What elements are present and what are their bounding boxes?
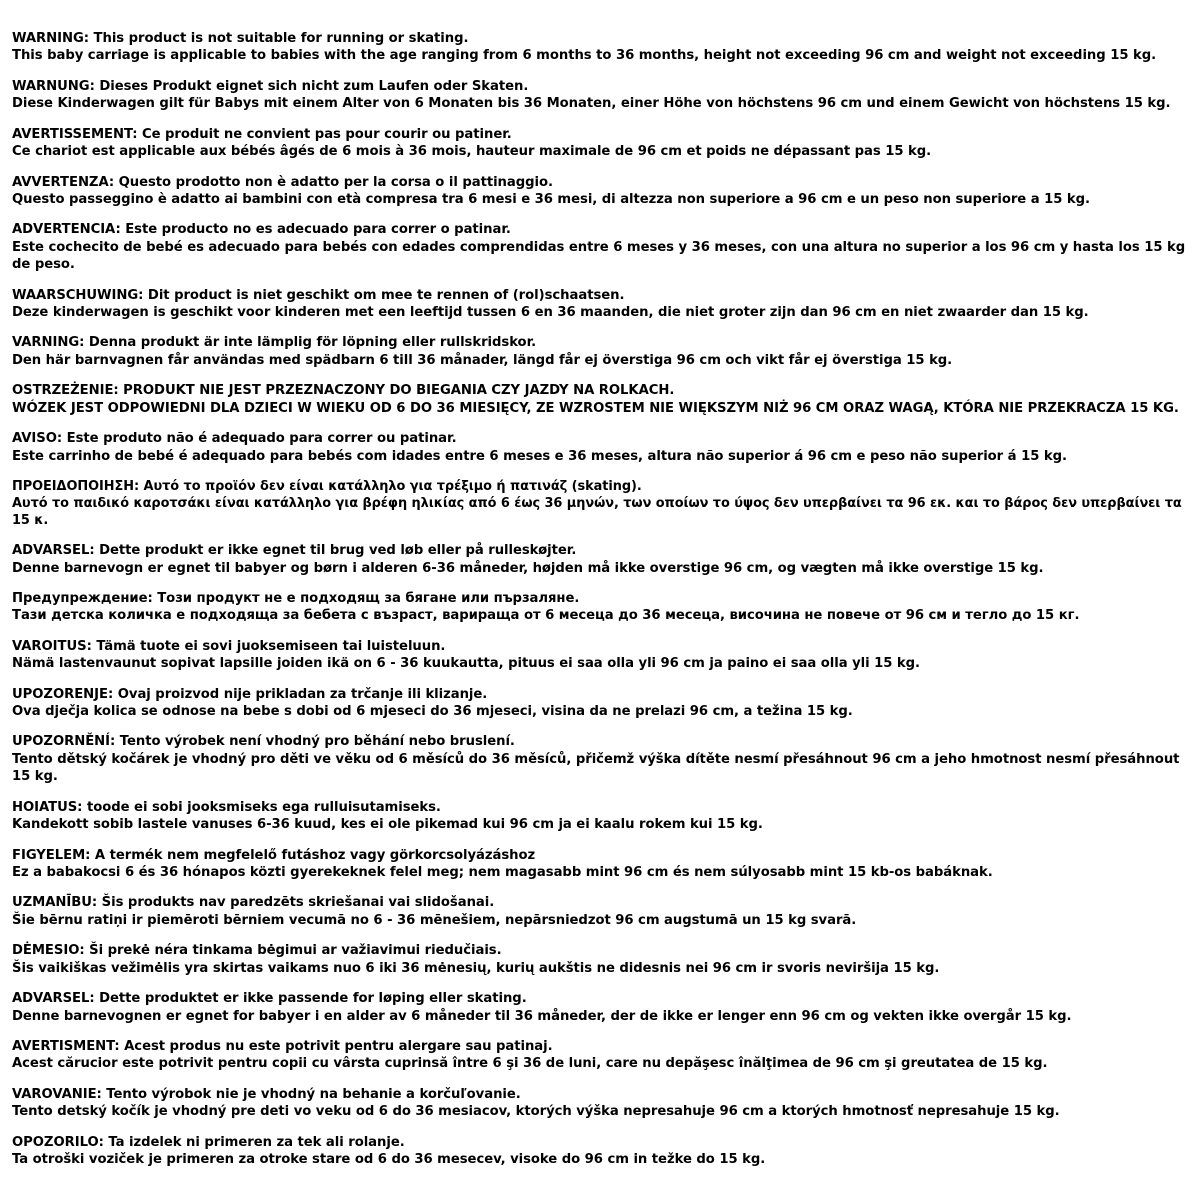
warning-detail: Αυτό το παιδικό καροτσάκι είναι κατάλληλο για βρέφη ηλικίας από 6 έως 36 μηνών, των οποίων το ύψος δεν υπερβαίνει τα 96 εκ. και το βάρος δεν υπερβαίνει τα 15 κ. (12, 496, 1187, 529)
warning-block (12, 382, 1188, 417)
warning-headline: WARNUNG: Dieses Produkt eignet sich nicht zum Laufen oder Skaten. (12, 78, 529, 94)
warning-detail: Ce chariot est applicable aux bébés âgés de 6 mois à 36 mois, hauteur maximale de 96 cm et poids ne dépassant pas 15 kg. (12, 144, 932, 160)
warning-detail: Šis vaikiškas vežimėlis yra skirtas vaikams nuo 6 iki 36 mėnesių, kurių aukštis ne didesnis nei 96 cm ir svoris neviršija 15 kg. (12, 960, 940, 976)
warning-block (12, 686, 1188, 721)
warning-detail: Kandekott sobib lastele vanuses 6-36 kuud, kes ei ole pikemad kui 96 cm ja ei kaalu rokem kui 15 kg. (12, 817, 763, 833)
warning-headline: VAROVANIE: Tento výrobok nie je vhodný na behanie a korčuľovanie. (12, 1086, 521, 1102)
warning-block (12, 478, 1188, 529)
warning-detail: Ta otroški voziček je primeren za otroke stare od 6 do 36 mesecev, visoke do 96 cm in težke do 15 kg. (12, 1152, 766, 1168)
warning-detail: Ez a babakocsi 6 és 36 hónapos közti gyerekeknek felel meg; nem magasabb mint 96 cm és nem súlyosabb mint 15 kb-os babáknak. (12, 865, 993, 881)
warning-detail: Este cochecito de bebé es adecuado para bebés con edades comprendidas entre 6 meses y 36 meses, con una altura no superior a los 96 cm y hasta los 15 kg de peso. (12, 239, 1190, 273)
warning-detail: This baby carriage is applicable to babies with the age ranging from 6 months to 36 months, height not exceeding 96 cm and weight not exceeding 15 kg. (12, 48, 1157, 64)
warning-headline: ADVARSEL: Dette produkt er ikke egnet til brug ved løb eller på rulleskøjter. (12, 543, 577, 559)
warning-block (12, 430, 1188, 465)
warning-headline: HOIATUS: toode ei sobi jooksmiseks ega rulluisutamiseks. (12, 799, 441, 815)
warning-headline: ΠΡΟΕΙΔΟΠΟΙΗΣΗ: Αυτό το προϊόν δεν είναι κατάλληλο για τρέξιμο ή πατινάζ (skating). (12, 479, 642, 495)
warning-detail: Denne barnevogn er egnet til babyer og børn i alderen 6-36 måneder, højden må ikke overstige 96 cm, og vægten må ikke overstige 15 kg. (12, 560, 1044, 576)
warning-detail: Diese Kinderwagen gilt für Babys mit einem Alter von 6 Monaten bis 36 Monaten, einer Höhe von höchstens 96 cm und einem Gewicht von höchstens 15 kg. (12, 96, 1171, 112)
warning-headline: AVISO: Este produto não é adequado para correr ou patinar. (12, 431, 457, 447)
warning-headline: AVERTISMENT: Acest produs nu este potrivit pentru alergare sau patinaj. (12, 1038, 553, 1054)
warning-detail: Tento dětský kočárek je vhodný pro děti ve věku od 6 měsíců do 36 měsíců, přičemž výška dítěte nesmí přesáhnout 96 cm a jeho hmotnost nesmí přesáhnout 15 kg. (12, 751, 1184, 785)
warning-block (12, 287, 1188, 322)
warning-block (12, 221, 1188, 273)
warning-block (12, 733, 1188, 785)
warning-detail: WÓZEK JEST ODPOWIEDNI DLA DZIECI W WIEKU OD 6 DO 36 MIESIĘCY, ZE WZROSTEM NIE WIĘKSZYM NIŻ 96 CM ORAZ WAGĄ, KTÓRA NIE PRZEKRACZA 15 KG. (12, 400, 1179, 416)
warning-detail: Denne barnevognen er egnet for babyer i en alder av 6 måneder til 36 måneder, der de ikke er lenger enn 96 cm og vekten ikke overgår 15 kg. (12, 1008, 1072, 1024)
warning-block (12, 638, 1188, 673)
warning-block (12, 126, 1188, 161)
warning-block (12, 942, 1188, 977)
warning-detail: Тази детска количка е подходяща за бебета с възраст, вариращa от 6 месеца до 36 месеца, височина не повече от 96 см и тегло до 15 кг. (12, 608, 1080, 624)
warning-detail: Ova dječja kolica se odnose na bebe s dobi od 6 mjeseci do 36 mjeseci, visina da ne prelazi 96 cm, a težina 15 kg. (12, 704, 853, 720)
warning-detail: Nämä lastenvaunut sopivat lapsille joiden ikä on 6 - 36 kuukautta, pituus ei saa olla yli 96 cm ja paino ei saa olla yli 15 kg. (12, 656, 920, 672)
warning-headline: OPOZORILO: Ta izdelek ni primeren za tek ali rolanje. (12, 1134, 405, 1150)
warning-detail: Deze kinderwagen is geschikt voor kinderen met een leeftijd tussen 6 en 36 maanden, die niet groter zijn dan 96 cm en niet zwaarder dan 15 kg. (12, 305, 1089, 321)
warning-detail: Questo passeggino è adatto ai bambini con età compresa tra 6 mesi e 36 mesi, di altezza non superiore a 96 cm e un peso non superiore a 15 kg. (12, 191, 1090, 207)
warning-detail: Šie bērnu ratiņi ir piemēroti bērniem vecumā no 6 - 36 mēnešiem, nepārsniedzot 96 cm augstumā un 15 kg svarā. (12, 912, 857, 928)
warning-block (12, 334, 1188, 369)
warning-block (12, 542, 1188, 577)
warning-block (12, 30, 1188, 65)
warning-headline: VARNING: Denna produkt är inte lämplig för löpning eller rullskridskor. (12, 335, 537, 351)
warning-detail: Acest cărucior este potrivit pentru copii cu vârsta cuprinsă între 6 şi 36 de luni, care nu depăşesc înălţimea de 96 cm şi greutatea de 15 kg. (12, 1056, 1048, 1072)
warning-block (12, 78, 1188, 113)
warning-block (12, 894, 1188, 929)
warning-block (12, 1086, 1188, 1121)
warning-detail: Den här barnvagnen får användas med spädbarn 6 till 36 månader, längd får ej överstiga 96 cm och vikt får ej överstiga 15 kg. (12, 352, 953, 368)
warning-headline: WARNING: This product is not suitable for running or skating. (12, 31, 469, 46)
warning-block (12, 990, 1188, 1025)
warning-detail: Este carrinho de bebé é adequado para bebés com idades entre 6 meses e 36 meses, altura não superior á 96 cm e peso não superior á 15 kg. (12, 448, 1067, 464)
warning-headline: Предупреждение: Този продукт не е подходящ за бягане или пързаляне. (12, 590, 580, 606)
warning-headline: AVERTISSEMENT: Ce produit ne convient pas pour courir ou patiner. (12, 126, 512, 142)
warning-headline: ADVERTENCIA: Este producto no es adecuado para correr o patinar. (12, 222, 511, 238)
warning-block (12, 1038, 1188, 1073)
warning-block (12, 590, 1188, 625)
warning-headline: VAROITUS: Tämä tuote ei sovi juoksemiseen tai luisteluun. (12, 638, 446, 654)
warning-block (12, 847, 1188, 882)
warning-headline: AVVERTENZA: Questo prodotto non è adatto per la corsa o il pattinaggio. (12, 174, 553, 190)
warning-block (12, 174, 1188, 209)
warning-headline: DĖMESIO: Ši prekė néra tinkama bėgimui ar važiavimui riedučiais. (12, 943, 502, 959)
warning-headline: UPOZORENJE: Ovaj proizvod nije prikladan za trčanje ili klizanje. (12, 686, 488, 702)
warning-headline: WAARSCHUWING: Dit product is niet geschikt om mee te rennen of (rol)schaatsen. (12, 287, 625, 303)
warning-headline: FIGYELEM: A termék nem megfelelő futáshoz vagy görkorcsolyázáshoz (12, 847, 536, 863)
warning-headline: OSTRZEŻENIE: PRODUKT NIE JEST PRZEZNACZONY DO BIEGANIA CZY JAZDY NA ROLKACH. (12, 383, 675, 399)
warning-headline: ADVARSEL: Dette produktet er ikke passende for løping eller skating. (12, 991, 527, 1007)
warning-block (12, 1134, 1188, 1169)
warning-detail: Tento detský kočík je vhodný pre deti vo veku od 6 do 36 mesiacov, ktorých výška nepresahuje 96 cm a ktorých hmotnosť nepresahuje 15 kg. (12, 1104, 1060, 1120)
warning-headline: UZMANĪBU: Šis produkts nav paredzēts skriešanai vai slidošanai. (12, 895, 495, 911)
warning-headline: UPOZORNĚNÍ: Tento výrobek není vhodný pro běhání nebo bruslení. (12, 734, 515, 750)
warning-block (12, 799, 1188, 834)
